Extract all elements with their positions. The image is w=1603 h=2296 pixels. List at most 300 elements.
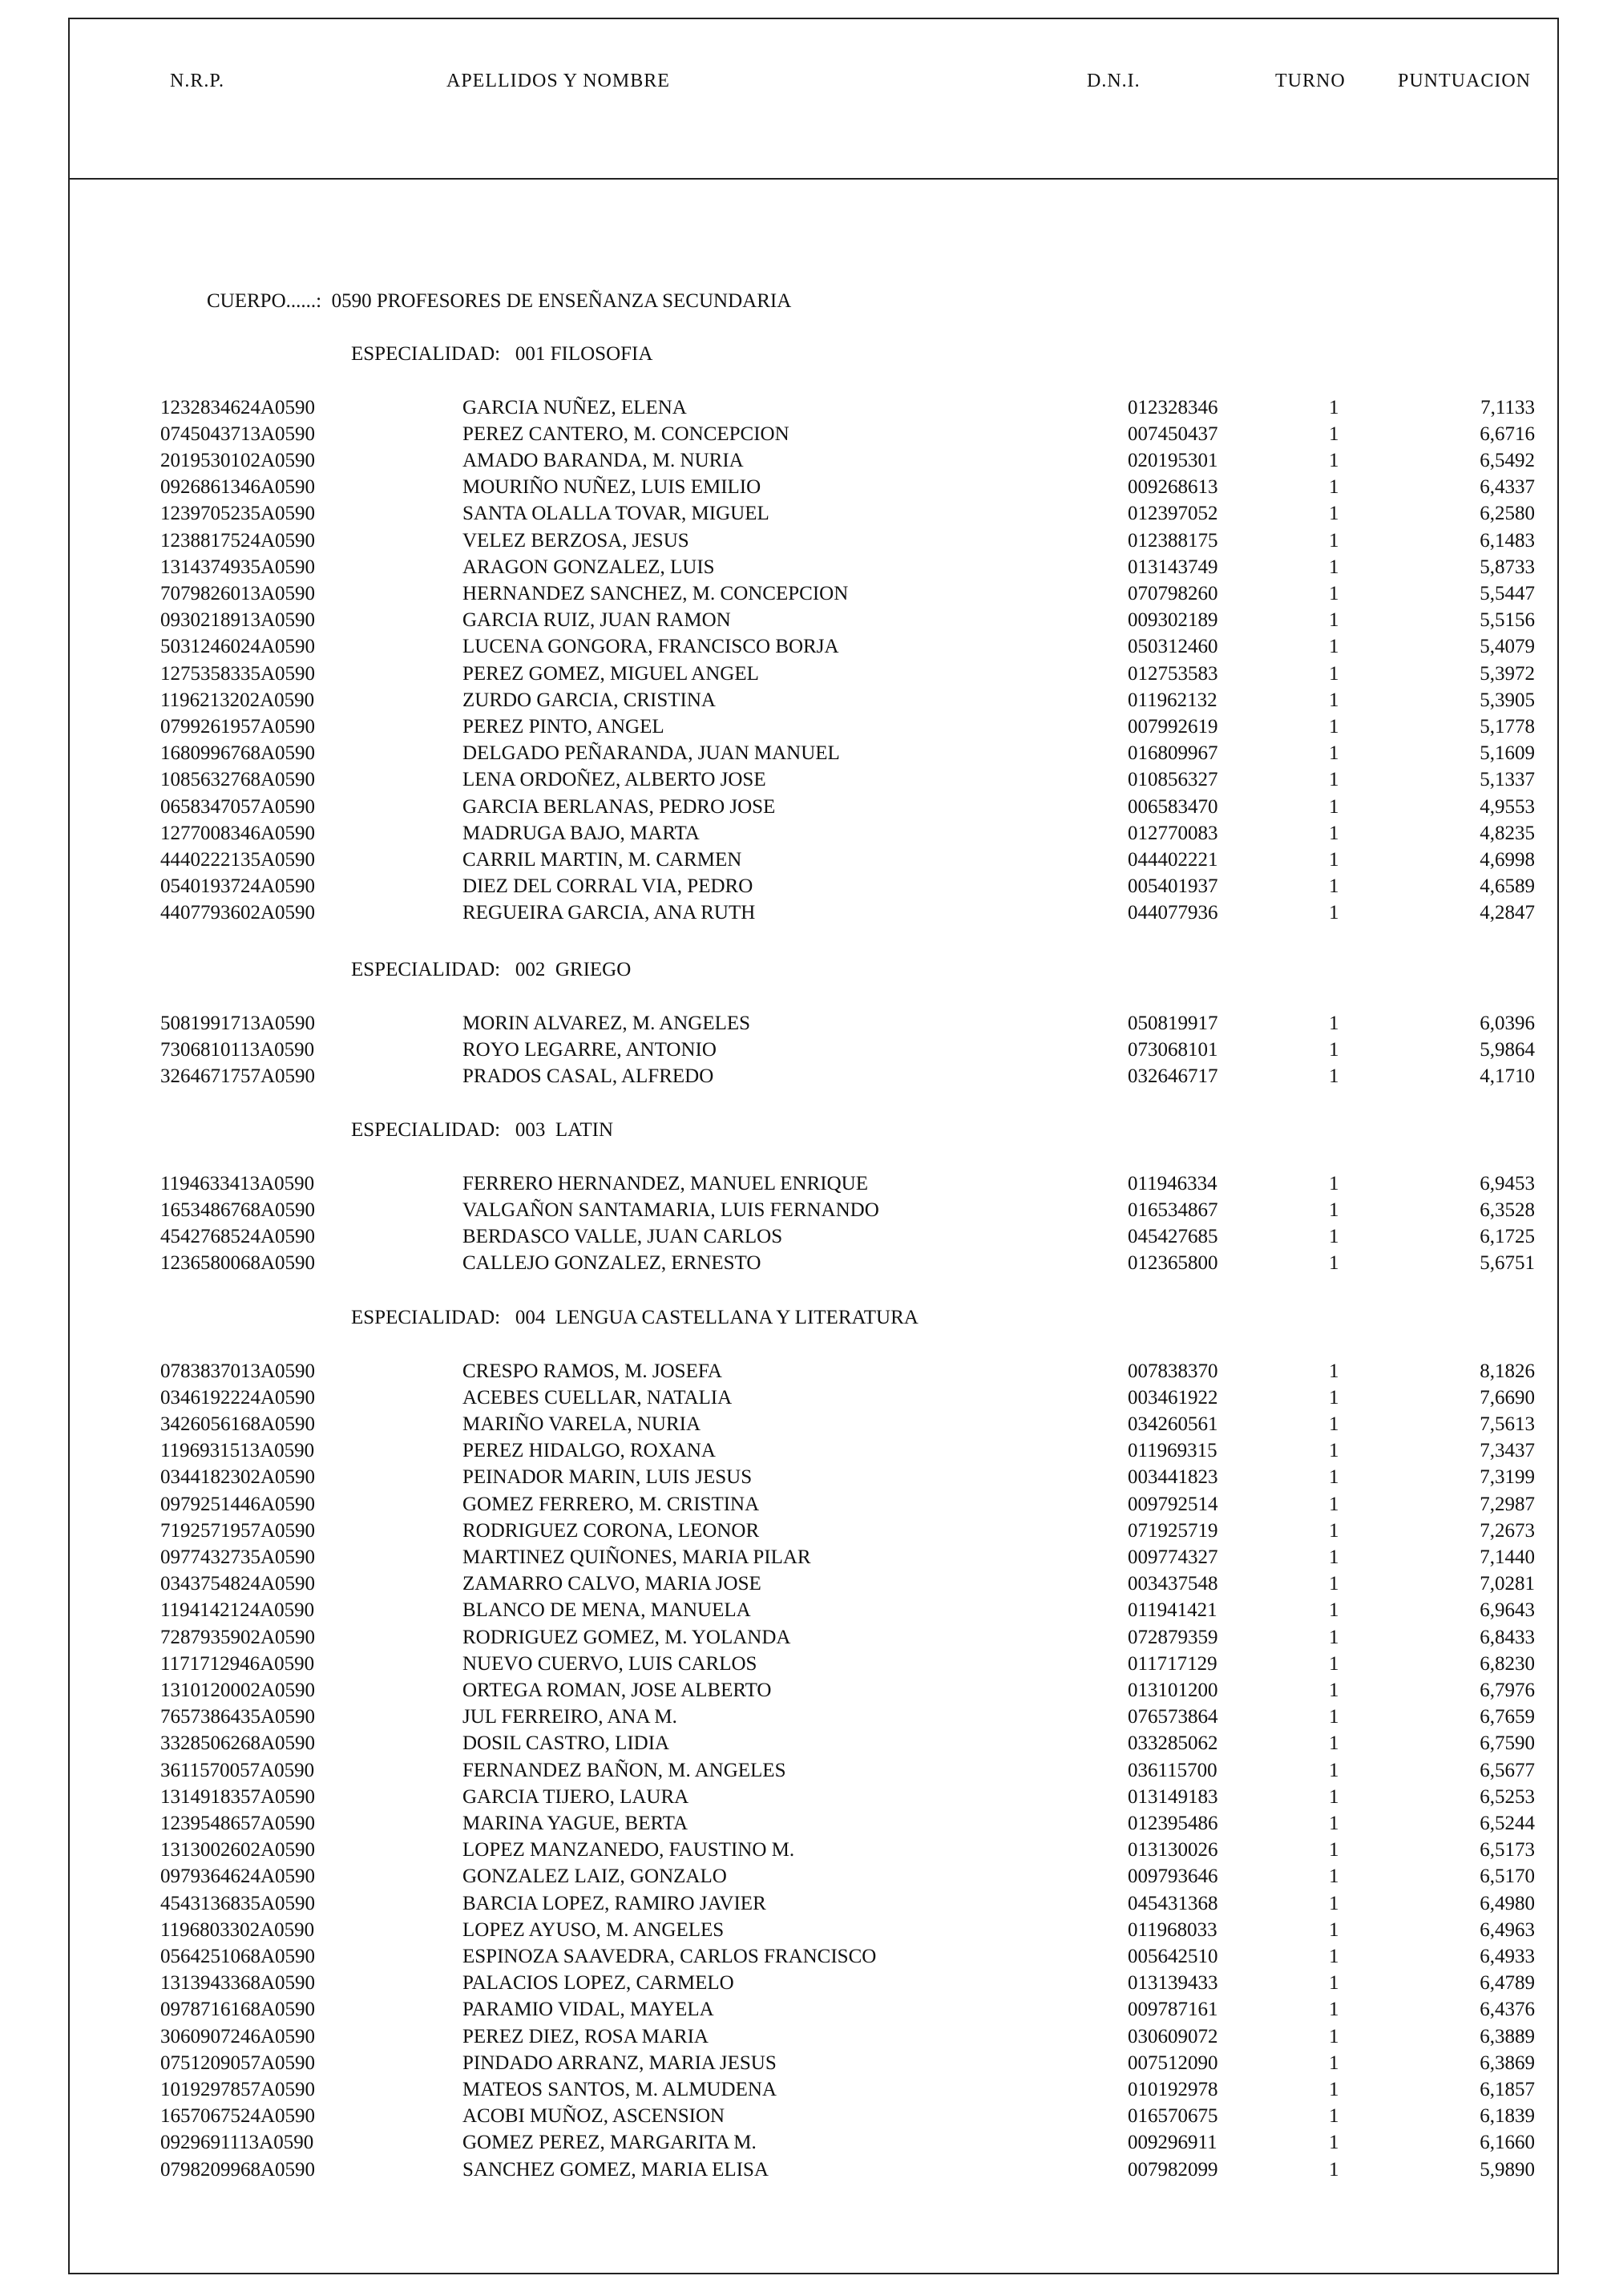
turno-cell: 1 (1329, 715, 1339, 738)
turno-cell: 1 (1329, 902, 1339, 924)
table-row (0, 663, 1603, 689)
dni-cell: 009792514 (1128, 1493, 1218, 1515)
table-row (0, 875, 1603, 902)
puntuacion-cell: 6,5244 (1480, 1812, 1535, 1834)
dni-cell: 012388175 (1128, 529, 1218, 552)
column-header-nombre: APELLIDOS Y NOMBRE (446, 71, 670, 91)
puntuacion-cell: 6,4376 (1480, 1999, 1535, 2021)
table-row (0, 609, 1603, 636)
puntuacion-cell: 4,6589 (1480, 875, 1535, 898)
dni-cell: 050312460 (1128, 636, 1218, 658)
dni-cell: 006583470 (1128, 795, 1218, 818)
nrp-cell: 1239548657A0590 (160, 1812, 316, 1834)
dni-cell: 009296911 (1128, 2132, 1217, 2154)
puntuacion-cell: 6,5677 (1480, 1759, 1535, 1781)
name-cell: PEREZ PINTO, ANGEL (462, 715, 664, 738)
puntuacion-cell: 6,2580 (1480, 503, 1535, 525)
puntuacion-cell: 4,1710 (1480, 1065, 1535, 1087)
nrp-cell: 3060907246A0590 (160, 2025, 316, 2047)
dni-cell: 070798260 (1128, 582, 1218, 604)
puntuacion-cell: 6,4980 (1480, 1892, 1535, 1914)
name-cell: MATEOS SANTOS, M. ALMUDENA (462, 2078, 777, 2100)
table-row (0, 1494, 1603, 1520)
turno-cell: 1 (1329, 556, 1339, 578)
nrp-cell: 1313002602A0590 (160, 1839, 316, 1861)
name-cell: GOMEZ FERRERO, M. CRISTINA (462, 1493, 760, 1515)
table-row (0, 1065, 1603, 1092)
dni-cell: 013130026 (1128, 1839, 1218, 1861)
dni-cell: 009774327 (1128, 1546, 1218, 1568)
table-row (0, 1706, 1603, 1732)
name-cell: GARCIA RUIZ, JUAN RAMON (462, 609, 731, 632)
nrp-cell: 1310120002A0590 (160, 1679, 316, 1701)
turno-cell: 1 (1329, 822, 1339, 844)
turno-cell: 1 (1329, 529, 1339, 552)
puntuacion-cell: 7,1133 (1480, 396, 1535, 418)
table-row (0, 1573, 1603, 1599)
especialidad-heading: ESPECIALIDAD: 004 LENGUA CASTELLANA Y LITERATURA (351, 1307, 919, 1328)
puntuacion-cell: 7,3437 (1480, 1440, 1535, 1462)
turno-cell: 1 (1329, 503, 1339, 525)
turno-cell: 1 (1329, 1706, 1339, 1728)
table-row (0, 450, 1603, 476)
dni-cell: 005642510 (1128, 1945, 1218, 1967)
name-cell: PEREZ HIDALGO, ROXANA (462, 1440, 716, 1462)
turno-cell: 1 (1329, 742, 1339, 765)
nrp-cell: 1275358335A0590 (160, 662, 316, 685)
puntuacion-cell: 5,4079 (1480, 636, 1535, 658)
nrp-cell: 5031246024A0590 (160, 636, 316, 658)
dni-cell: 012365800 (1128, 1252, 1218, 1275)
nrp-cell: 0978716168A0590 (160, 1999, 316, 2021)
puntuacion-cell: 6,1483 (1480, 529, 1535, 552)
dni-cell: 013149183 (1128, 1785, 1218, 1808)
dni-cell: 011717129 (1128, 1652, 1217, 1675)
turno-cell: 1 (1329, 2051, 1339, 2074)
puntuacion-cell: 6,0396 (1480, 1012, 1535, 1034)
turno-cell: 1 (1329, 1386, 1339, 1409)
dni-cell: 036115700 (1128, 1759, 1217, 1781)
turno-cell: 1 (1329, 449, 1339, 471)
table-row (0, 1252, 1603, 1279)
dni-cell: 034260561 (1128, 1413, 1218, 1435)
dni-cell: 016570675 (1128, 2105, 1218, 2128)
puntuacion-cell: 6,5253 (1480, 1785, 1535, 1808)
name-cell: PEREZ GOMEZ, MIGUEL ANGEL (462, 662, 759, 685)
table-row (0, 423, 1603, 450)
nrp-cell: 7192571957A0590 (160, 1519, 316, 1542)
name-cell: GONZALEZ LAIZ, GONZALO (462, 1866, 727, 1888)
turno-cell: 1 (1329, 1546, 1339, 1568)
name-cell: REGUEIRA GARCIA, ANA RUTH (462, 902, 756, 924)
dni-cell: 012395486 (1128, 1812, 1218, 1834)
puntuacion-cell: 6,4789 (1480, 1972, 1535, 1995)
table-row (0, 2159, 1603, 2185)
turno-cell: 1 (1329, 1466, 1339, 1489)
name-cell: MARTINEZ QUIÑONES, MARIA PILAR (462, 1546, 811, 1568)
name-cell: PINDADO ARRANZ, MARIA JESUS (462, 2051, 777, 2074)
dni-cell: 030609072 (1128, 2025, 1218, 2047)
table-row (0, 1466, 1603, 1493)
puntuacion-cell: 6,7976 (1480, 1679, 1535, 1701)
dni-cell: 013143749 (1128, 556, 1218, 578)
table-row (0, 716, 1603, 742)
name-cell: PRADOS CASAL, ALFREDO (462, 1065, 714, 1087)
puntuacion-cell: 7,3199 (1480, 1466, 1535, 1489)
nrp-cell: 0977432735A0590 (160, 1546, 316, 1568)
name-cell: LOPEZ AYUSO, M. ANGELES (462, 1918, 725, 1941)
table-row (0, 1680, 1603, 1706)
name-cell: VALGAÑON SANTAMARIA, LUIS FERNANDO (462, 1199, 879, 1221)
table-row (0, 636, 1603, 662)
puntuacion-cell: 6,4963 (1480, 1918, 1535, 1941)
nrp-cell: 0658347057A0590 (160, 795, 316, 818)
name-cell: ACEBES CUELLAR, NATALIA (462, 1386, 733, 1409)
dni-cell: 045427685 (1128, 1225, 1218, 1247)
name-cell: CARRIL MARTIN, M. CARMEN (462, 848, 742, 871)
turno-cell: 1 (1329, 795, 1339, 818)
puntuacion-cell: 6,3889 (1480, 2025, 1535, 2047)
dni-cell: 003441823 (1128, 1466, 1218, 1489)
column-header-dni: D.N.I. (1087, 71, 1141, 91)
dni-cell: 009793646 (1128, 1866, 1218, 1888)
puntuacion-cell: 7,2673 (1480, 1519, 1535, 1542)
puntuacion-cell: 4,8235 (1480, 822, 1535, 844)
name-cell: MARINA YAGUE, BERTA (462, 1812, 688, 1834)
puntuacion-cell: 6,1725 (1480, 1225, 1535, 1247)
especialidad-heading: ESPECIALIDAD: 003 LATIN (351, 1119, 614, 1141)
table-row (0, 769, 1603, 795)
puntuacion-cell: 6,7590 (1480, 1732, 1535, 1755)
dni-cell: 010856327 (1128, 769, 1218, 791)
nrp-cell: 0979251446A0590 (160, 1493, 316, 1515)
name-cell: RODRIGUEZ CORONA, LEONOR (462, 1519, 760, 1542)
name-cell: PEREZ CANTERO, M. CONCEPCION (462, 422, 789, 445)
puntuacion-cell: 6,3869 (1480, 2051, 1535, 2074)
table-row (0, 2132, 1603, 2158)
dni-cell: 013101200 (1128, 1679, 1218, 1701)
name-cell: GARCIA BERLANAS, PEDRO JOSE (462, 795, 776, 818)
table-row (0, 1972, 1603, 1999)
name-cell: ESPINOZA SAAVEDRA, CARLOS FRANCISCO (462, 1945, 877, 1967)
puntuacion-cell: 6,6716 (1480, 422, 1535, 445)
nrp-cell: 1277008346A0590 (160, 822, 316, 844)
nrp-cell: 0344182302A0590 (160, 1466, 316, 1489)
dni-cell: 003461922 (1128, 1386, 1218, 1409)
puntuacion-cell: 5,5447 (1480, 582, 1535, 604)
dni-cell: 003437548 (1128, 1573, 1218, 1595)
dni-cell: 016534867 (1128, 1199, 1218, 1221)
name-cell: MARIÑO VARELA, NURIA (462, 1413, 701, 1435)
dni-cell: 005401937 (1128, 875, 1218, 898)
dni-cell: 012753583 (1128, 662, 1218, 685)
table-row (0, 1732, 1603, 1759)
turno-cell: 1 (1329, 1679, 1339, 1701)
dni-cell: 007450437 (1128, 422, 1218, 445)
name-cell: JUL FERREIRO, ANA M. (462, 1706, 677, 1728)
puntuacion-cell: 5,3972 (1480, 662, 1535, 685)
table-row (0, 556, 1603, 583)
turno-cell: 1 (1329, 1172, 1339, 1194)
name-cell: GARCIA NUÑEZ, ELENA (462, 396, 687, 418)
turno-cell: 1 (1329, 1413, 1339, 1435)
turno-cell: 1 (1329, 1493, 1339, 1515)
dni-cell: 045431368 (1128, 1892, 1218, 1914)
dni-cell: 020195301 (1128, 449, 1218, 471)
name-cell: GOMEZ PEREZ, MARGARITA M. (462, 2132, 757, 2154)
puntuacion-cell: 6,9453 (1480, 1172, 1535, 1194)
nrp-cell: 3264671757A0590 (160, 1065, 316, 1087)
dni-cell: 016809967 (1128, 742, 1218, 765)
dni-cell: 007838370 (1128, 1360, 1218, 1382)
name-cell: CRESPO RAMOS, M. JOSEFA (462, 1360, 722, 1382)
name-cell: ZURDO GARCIA, CRISTINA (462, 689, 716, 711)
nrp-cell: 0343754824A0590 (160, 1573, 316, 1595)
puntuacion-cell: 6,7659 (1480, 1706, 1535, 1728)
nrp-cell: 1196213202A0590 (160, 689, 315, 711)
dni-cell: 044077936 (1128, 902, 1218, 924)
nrp-cell: 1171712946A0590 (160, 1652, 315, 1675)
puntuacion-cell: 6,1660 (1480, 2132, 1535, 2154)
turno-cell: 1 (1329, 1225, 1339, 1247)
table-row (0, 1919, 1603, 1946)
nrp-cell: 4543136835A0590 (160, 1892, 316, 1914)
name-cell: LOPEZ MANZANEDO, FAUSTINO M. (462, 1839, 795, 1861)
name-cell: LENA ORDOÑEZ, ALBERTO JOSE (462, 769, 766, 791)
table-row (0, 1173, 1603, 1199)
puntuacion-cell: 7,0281 (1480, 1573, 1535, 1595)
puntuacion-cell: 7,2987 (1480, 1493, 1535, 1515)
turno-cell: 1 (1329, 1999, 1339, 2021)
nrp-cell: 1313943368A0590 (160, 1972, 316, 1995)
turno-cell: 1 (1329, 1839, 1339, 1861)
turno-cell: 1 (1329, 1573, 1339, 1595)
dni-cell: 072879359 (1128, 1626, 1218, 1648)
name-cell: VELEZ BERZOSA, JESUS (462, 529, 689, 552)
nrp-cell: 1238817524A0590 (160, 529, 316, 552)
turno-cell: 1 (1329, 2132, 1339, 2154)
table-row (0, 1839, 1603, 1866)
puntuacion-cell: 6,4933 (1480, 1945, 1535, 1967)
table-row (0, 1440, 1603, 1466)
puntuacion-cell: 7,5613 (1480, 1413, 1535, 1435)
turno-cell: 1 (1329, 396, 1339, 418)
nrp-cell: 1196803302A0590 (160, 1918, 315, 1941)
table-row (0, 2052, 1603, 2079)
cuerpo-heading: CUERPO......: 0590 PROFESORES DE ENSEÑANZA SECUNDARIA (207, 290, 792, 312)
puntuacion-cell: 8,1826 (1480, 1360, 1535, 1382)
name-cell: DELGADO PEÑARANDA, JUAN MANUEL (462, 742, 840, 765)
name-cell: MOURIÑO NUÑEZ, LUIS EMILIO (462, 476, 761, 499)
dni-cell: 007982099 (1128, 2158, 1218, 2181)
table-row (0, 2026, 1603, 2052)
turno-cell: 1 (1329, 1892, 1339, 1914)
dni-cell: 009787161 (1128, 1999, 1218, 2021)
especialidad-heading: ESPECIALIDAD: 001 FILOSOFIA (351, 343, 653, 365)
name-cell: GARCIA TIJERO, LAURA (462, 1785, 689, 1808)
nrp-cell: 4440222135A0590 (160, 848, 316, 871)
table-row (0, 1360, 1603, 1387)
dni-cell: 012328346 (1128, 396, 1218, 418)
turno-cell: 1 (1329, 1360, 1339, 1382)
table-row (0, 1946, 1603, 1972)
nrp-cell: 1194633413A0590 (160, 1172, 315, 1194)
nrp-cell: 7306810113A0590 (160, 1038, 315, 1061)
table-row (0, 1599, 1603, 1626)
puntuacion-cell: 5,9890 (1480, 2158, 1535, 2181)
name-cell: PALACIOS LOPEZ, CARMELO (462, 1972, 734, 1995)
name-cell: HERNANDEZ SANCHEZ, M. CONCEPCION (462, 582, 849, 604)
dni-cell: 011941421 (1128, 1599, 1217, 1622)
name-cell: LUCENA GONGORA, FRANCISCO BORJA (462, 636, 839, 658)
nrp-cell: 1314918357A0590 (160, 1785, 316, 1808)
nrp-cell: 0751209057A0590 (160, 2051, 316, 2074)
turno-cell: 1 (1329, 1065, 1339, 1087)
dni-cell: 076573864 (1128, 1706, 1218, 1728)
name-cell: DOSIL CASTRO, LIDIA (462, 1732, 670, 1755)
nrp-cell: 0745043713A0590 (160, 422, 316, 445)
turno-cell: 1 (1329, 2105, 1339, 2128)
nrp-cell: 0930218913A0590 (160, 609, 316, 632)
dni-cell: 011962132 (1128, 689, 1217, 711)
nrp-cell: 4407793602A0590 (160, 902, 316, 924)
turno-cell: 1 (1329, 1732, 1339, 1755)
table-row (0, 742, 1603, 769)
turno-cell: 1 (1329, 1812, 1339, 1834)
table-row (0, 1546, 1603, 1573)
table-row (0, 476, 1603, 503)
nrp-cell: 1239705235A0590 (160, 503, 316, 525)
nrp-cell: 1680996768A0590 (160, 742, 316, 765)
table-row (0, 849, 1603, 875)
turno-cell: 1 (1329, 1918, 1339, 1941)
table-row (0, 1039, 1603, 1065)
table-row (0, 1520, 1603, 1546)
puntuacion-cell: 5,3905 (1480, 689, 1535, 711)
nrp-cell: 3328506268A0590 (160, 1732, 316, 1755)
turno-cell: 1 (1329, 689, 1339, 711)
turno-cell: 1 (1329, 848, 1339, 871)
puntuacion-cell: 6,1839 (1480, 2105, 1535, 2128)
name-cell: SANTA OLALLA TOVAR, MIGUEL (462, 503, 769, 525)
table-row (0, 397, 1603, 423)
table-row (0, 1199, 1603, 1226)
turno-cell: 1 (1329, 662, 1339, 685)
puntuacion-cell: 6,1857 (1480, 2078, 1535, 2100)
puntuacion-cell: 6,8433 (1480, 1626, 1535, 1648)
turno-cell: 1 (1329, 422, 1339, 445)
turno-cell: 1 (1329, 1012, 1339, 1034)
puntuacion-cell: 4,2847 (1480, 902, 1535, 924)
puntuacion-cell: 5,5156 (1480, 609, 1535, 632)
nrp-cell: 7657386435A0590 (160, 1706, 316, 1728)
table-row (0, 503, 1603, 529)
name-cell: MADRUGA BAJO, MARTA (462, 822, 700, 844)
table-row (0, 2105, 1603, 2132)
nrp-cell: 1236580068A0590 (160, 1252, 316, 1275)
nrp-cell: 3611570057A0590 (160, 1759, 315, 1781)
nrp-cell: 0798209968A0590 (160, 2158, 316, 2181)
puntuacion-cell: 6,3528 (1480, 1199, 1535, 1221)
name-cell: PEINADOR MARIN, LUIS JESUS (462, 1466, 753, 1489)
puntuacion-cell: 6,5173 (1480, 1839, 1535, 1861)
nrp-cell: 0926861346A0590 (160, 476, 316, 499)
turno-cell: 1 (1329, 476, 1339, 499)
name-cell: BARCIA LOPEZ, RAMIRO JAVIER (462, 1892, 766, 1914)
turno-cell: 1 (1329, 609, 1339, 632)
turno-cell: 1 (1329, 2025, 1339, 2047)
table-row (0, 1813, 1603, 1839)
nrp-cell: 1657067524A0590 (160, 2105, 316, 2128)
table-row (0, 1387, 1603, 1413)
nrp-cell: 1232834624A0590 (160, 396, 316, 418)
puntuacion-cell: 5,1778 (1480, 715, 1535, 738)
dni-cell: 011969315 (1128, 1440, 1217, 1462)
turno-cell: 1 (1329, 1785, 1339, 1808)
dni-cell: 010192978 (1128, 2078, 1218, 2100)
dni-cell: 032646717 (1128, 1065, 1218, 1087)
puntuacion-cell: 6,5492 (1480, 449, 1535, 471)
puntuacion-cell: 6,8230 (1480, 1652, 1535, 1675)
puntuacion-cell: 6,5170 (1480, 1866, 1535, 1888)
dni-cell: 007992619 (1128, 715, 1218, 738)
dni-cell: 009302189 (1128, 609, 1218, 632)
turno-cell: 1 (1329, 2158, 1339, 2181)
puntuacion-cell: 6,9643 (1480, 1599, 1535, 1622)
nrp-cell: 7287935902A0590 (160, 1626, 316, 1648)
nrp-cell: 1653486768A0590 (160, 1199, 316, 1221)
nrp-cell: 0929691113A0590 (160, 2132, 314, 2154)
nrp-cell: 1196931513A0590 (160, 1440, 315, 1462)
name-cell: FERNANDEZ BAÑON, M. ANGELES (462, 1759, 786, 1781)
dni-cell: 011968033 (1128, 1918, 1217, 1941)
nrp-cell: 1194142124A0590 (160, 1599, 315, 1622)
puntuacion-cell: 5,9864 (1480, 1038, 1535, 1061)
dni-cell: 044402221 (1128, 848, 1218, 871)
dni-cell: 012397052 (1128, 503, 1218, 525)
turno-cell: 1 (1329, 1866, 1339, 1888)
table-row (0, 902, 1603, 928)
puntuacion-cell: 5,6751 (1480, 1252, 1535, 1275)
puntuacion-cell: 5,8733 (1480, 556, 1535, 578)
turno-cell: 1 (1329, 1440, 1339, 1462)
table-row (0, 1653, 1603, 1680)
dni-cell: 073068101 (1128, 1038, 1218, 1061)
puntuacion-cell: 4,6998 (1480, 848, 1535, 871)
name-cell: BERDASCO VALLE, JUAN CARLOS (462, 1225, 783, 1247)
name-cell: ROYO LEGARRE, ANTONIO (462, 1038, 717, 1061)
nrp-cell: 0346192224A0590 (160, 1386, 316, 1409)
name-cell: ZAMARRO CALVO, MARIA JOSE (462, 1573, 761, 1595)
nrp-cell: 7079826013A0590 (160, 582, 316, 604)
turno-cell: 1 (1329, 1252, 1339, 1275)
nrp-cell: 1019297857A0590 (160, 2078, 316, 2100)
puntuacion-cell: 5,1609 (1480, 742, 1535, 765)
turno-cell: 1 (1329, 1945, 1339, 1967)
name-cell: BLANCO DE MENA, MANUELA (462, 1599, 751, 1622)
name-cell: AMADO BARANDA, M. NURIA (462, 449, 744, 471)
puntuacion-cell: 5,1337 (1480, 769, 1535, 791)
dni-cell: 033285062 (1128, 1732, 1218, 1755)
table-row (0, 796, 1603, 823)
table-row (0, 583, 1603, 609)
table-row (0, 1760, 1603, 1786)
turno-cell: 1 (1329, 1759, 1339, 1781)
nrp-cell: 4542768524A0590 (160, 1225, 316, 1247)
puntuacion-cell: 7,1440 (1480, 1546, 1535, 1568)
puntuacion-cell: 4,9553 (1480, 795, 1535, 818)
nrp-cell: 0799261957A0590 (160, 715, 316, 738)
